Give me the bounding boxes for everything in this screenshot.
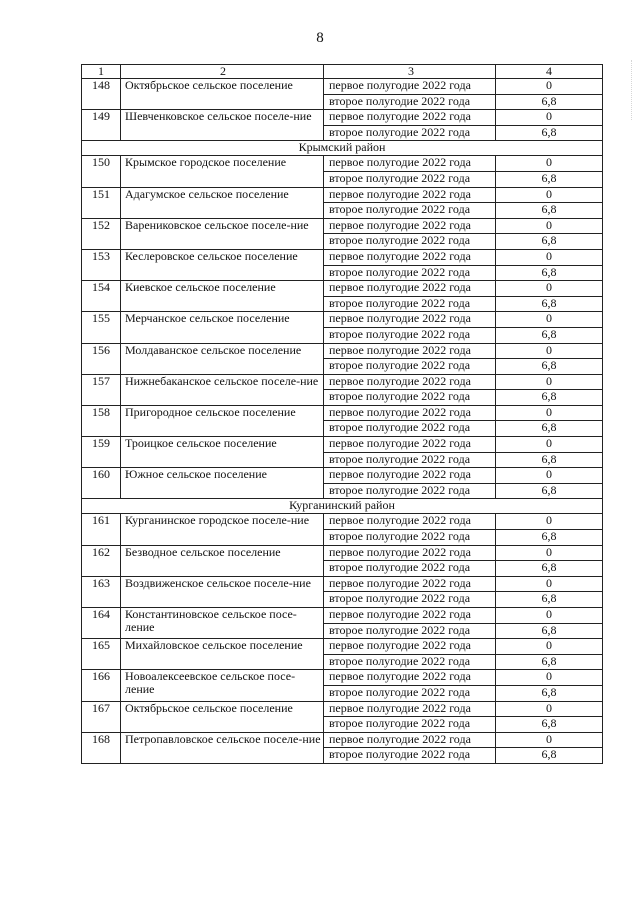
period-second: второе полугодие 2022 года: [324, 483, 496, 499]
column-header: 4: [496, 65, 603, 79]
settlements-table: [81, 64, 603, 764]
value-first: 0: [496, 110, 603, 126]
table-row: [82, 405, 603, 421]
row-number: 165: [82, 639, 121, 670]
period-first: первое полугодие 2022 года: [324, 576, 496, 592]
value-second: 6,8: [496, 654, 603, 670]
table-row: [82, 545, 603, 561]
row-number: 163: [82, 576, 121, 607]
table-row: [82, 79, 603, 95]
value-first: 0: [496, 312, 603, 328]
row-number: 168: [82, 732, 121, 763]
table-row: [82, 110, 603, 126]
period-second: второе полугодие 2022 года: [324, 623, 496, 639]
table-row: [82, 218, 603, 234]
table-row: [82, 732, 603, 748]
value-first: 0: [496, 374, 603, 390]
settlement-name: Михайловское сельское поселение: [121, 639, 324, 670]
row-number: 152: [82, 218, 121, 249]
period-first: первое полугодие 2022 года: [324, 156, 496, 172]
row-number: 162: [82, 545, 121, 576]
column-number-row: [82, 65, 603, 79]
period-first: первое полугодие 2022 года: [324, 405, 496, 421]
settlement-name: Варениковское сельское поселе-ние: [121, 218, 324, 249]
table-row: [82, 249, 603, 265]
row-number: 154: [82, 281, 121, 312]
table-row: [82, 468, 603, 484]
period-second: второе полугодие 2022 года: [324, 390, 496, 406]
value-second: 6,8: [496, 685, 603, 701]
period-second: второе полугодие 2022 года: [324, 203, 496, 219]
period-first: первое полугодие 2022 года: [324, 281, 496, 297]
settlement-name: Киевское сельское поселение: [121, 281, 324, 312]
period-second: второе полугодие 2022 года: [324, 685, 496, 701]
table-row: [82, 670, 603, 686]
value-second: 6,8: [496, 125, 603, 141]
settlement-name: Молдаванское сельское поселение: [121, 343, 324, 374]
period-second: второе полугодие 2022 года: [324, 717, 496, 733]
period-second: второе полугодие 2022 года: [324, 94, 496, 110]
value-first: 0: [496, 218, 603, 234]
value-second: 6,8: [496, 327, 603, 343]
period-first: первое полугодие 2022 года: [324, 79, 496, 95]
settlement-name: Шевченковское сельское поселе-ние: [121, 110, 324, 141]
period-first: первое полугодие 2022 года: [324, 639, 496, 655]
value-first: 0: [496, 343, 603, 359]
settlement-name: Петропавловское сельское поселе-ние: [121, 732, 324, 763]
scan-margin-mark: [631, 60, 638, 120]
value-second: 6,8: [496, 561, 603, 577]
value-second: 6,8: [496, 390, 603, 406]
period-second: второе полугодие 2022 года: [324, 234, 496, 250]
table-row: [82, 374, 603, 390]
value-first: 0: [496, 545, 603, 561]
period-first: первое полугодие 2022 года: [324, 701, 496, 717]
period-second: второе полугодие 2022 года: [324, 327, 496, 343]
period-first: первое полугодие 2022 года: [324, 670, 496, 686]
row-number: 153: [82, 249, 121, 280]
row-number: 148: [82, 79, 121, 110]
settlement-name: Пригородное сельское поселение: [121, 405, 324, 436]
column-header: 2: [121, 65, 324, 79]
settlement-name: Безводное сельское поселение: [121, 545, 324, 576]
table-row: [82, 701, 603, 717]
value-first: 0: [496, 514, 603, 530]
settlement-name: Новоалексеевское сельское посе-ление: [121, 670, 324, 701]
period-second: второе полугодие 2022 года: [324, 296, 496, 312]
value-second: 6,8: [496, 203, 603, 219]
period-first: первое полугодие 2022 года: [324, 608, 496, 624]
period-first: первое полугодие 2022 года: [324, 110, 496, 126]
district-row: [82, 499, 603, 514]
value-second: 6,8: [496, 94, 603, 110]
table-body: [82, 65, 603, 764]
value-second: 6,8: [496, 748, 603, 764]
settlement-name: Воздвиженское сельское поселе-ние: [121, 576, 324, 607]
period-second: второе полугодие 2022 года: [324, 452, 496, 468]
table-row: [82, 156, 603, 172]
table-row: [82, 514, 603, 530]
value-second: 6,8: [496, 296, 603, 312]
row-number: 158: [82, 405, 121, 436]
value-first: 0: [496, 639, 603, 655]
row-number: 167: [82, 701, 121, 732]
row-number: 157: [82, 374, 121, 405]
value-second: 6,8: [496, 717, 603, 733]
period-first: первое полугодие 2022 года: [324, 374, 496, 390]
settlement-name: Троицкое сельское поселение: [121, 437, 324, 468]
period-first: первое полугодие 2022 года: [324, 187, 496, 203]
value-first: 0: [496, 79, 603, 95]
settlement-name: Адагумское сельское поселение: [121, 187, 324, 218]
period-second: второе полугодие 2022 года: [324, 265, 496, 281]
value-first: 0: [496, 437, 603, 453]
table-row: [82, 608, 603, 624]
period-first: первое полугодие 2022 года: [324, 514, 496, 530]
value-first: 0: [496, 249, 603, 265]
value-second: 6,8: [496, 592, 603, 608]
period-second: второе полугодие 2022 года: [324, 359, 496, 375]
table-row: [82, 576, 603, 592]
period-second: второе полугодие 2022 года: [324, 592, 496, 608]
period-first: первое полугодие 2022 года: [324, 249, 496, 265]
settlement-name: Мерчанское сельское поселение: [121, 312, 324, 343]
period-second: второе полугодие 2022 года: [324, 171, 496, 187]
settlement-name: Курганинское городское поселе-ние: [121, 514, 324, 545]
row-number: 164: [82, 608, 121, 639]
district-heading: Курганинский район: [82, 499, 603, 514]
table-row: [82, 639, 603, 655]
settlement-name: Октябрьское сельское поселение: [121, 701, 324, 732]
value-first: 0: [496, 405, 603, 421]
settlement-name: Южное сельское поселение: [121, 468, 324, 499]
table-row: [82, 281, 603, 297]
table-row: [82, 312, 603, 328]
table-row: [82, 187, 603, 203]
row-number: 149: [82, 110, 121, 141]
table-row: [82, 437, 603, 453]
district-row: [82, 141, 603, 156]
period-second: второе полугодие 2022 года: [324, 654, 496, 670]
period-second: второе полугодие 2022 года: [324, 561, 496, 577]
row-number: 155: [82, 312, 121, 343]
period-first: первое полугодие 2022 года: [324, 732, 496, 748]
value-first: 0: [496, 156, 603, 172]
settlement-name: Кеслеровское сельское поселение: [121, 249, 324, 280]
value-first: 0: [496, 187, 603, 203]
value-second: 6,8: [496, 359, 603, 375]
period-second: второе полугодие 2022 года: [324, 125, 496, 141]
value-second: 6,8: [496, 421, 603, 437]
settlement-name: Крымское городское поселение: [121, 156, 324, 187]
period-second: второе полугодие 2022 года: [324, 421, 496, 437]
row-number: 161: [82, 514, 121, 545]
page-number: 8: [316, 30, 324, 46]
value-second: 6,8: [496, 623, 603, 639]
district-heading: Крымский район: [82, 141, 603, 156]
row-number: 151: [82, 187, 121, 218]
value-second: 6,8: [496, 530, 603, 546]
value-first: 0: [496, 576, 603, 592]
period-first: первое полугодие 2022 года: [324, 218, 496, 234]
value-second: 6,8: [496, 452, 603, 468]
value-first: 0: [496, 732, 603, 748]
period-first: первое полугодие 2022 года: [324, 437, 496, 453]
settlement-name: Константиновское сельское посе-ление: [121, 608, 324, 639]
period-first: первое полугодие 2022 года: [324, 545, 496, 561]
column-header: 1: [82, 65, 121, 79]
row-number: 156: [82, 343, 121, 374]
table-row: [82, 343, 603, 359]
settlement-name: Нижнебаканское сельское поселе-ние: [121, 374, 324, 405]
value-second: 6,8: [496, 171, 603, 187]
value-second: 6,8: [496, 483, 603, 499]
value-second: 6,8: [496, 265, 603, 281]
period-first: первое полугодие 2022 года: [324, 468, 496, 484]
value-first: 0: [496, 701, 603, 717]
period-first: первое полугодие 2022 года: [324, 312, 496, 328]
row-number: 160: [82, 468, 121, 499]
period-second: второе полугодие 2022 года: [324, 530, 496, 546]
value-first: 0: [496, 608, 603, 624]
value-second: 6,8: [496, 234, 603, 250]
value-first: 0: [496, 468, 603, 484]
row-number: 150: [82, 156, 121, 187]
value-first: 0: [496, 670, 603, 686]
value-first: 0: [496, 281, 603, 297]
row-number: 166: [82, 670, 121, 701]
period-first: первое полугодие 2022 года: [324, 343, 496, 359]
column-header: 3: [324, 65, 496, 79]
row-number: 159: [82, 437, 121, 468]
period-second: второе полугодие 2022 года: [324, 748, 496, 764]
settlement-name: Октябрьское сельское поселение: [121, 79, 324, 110]
